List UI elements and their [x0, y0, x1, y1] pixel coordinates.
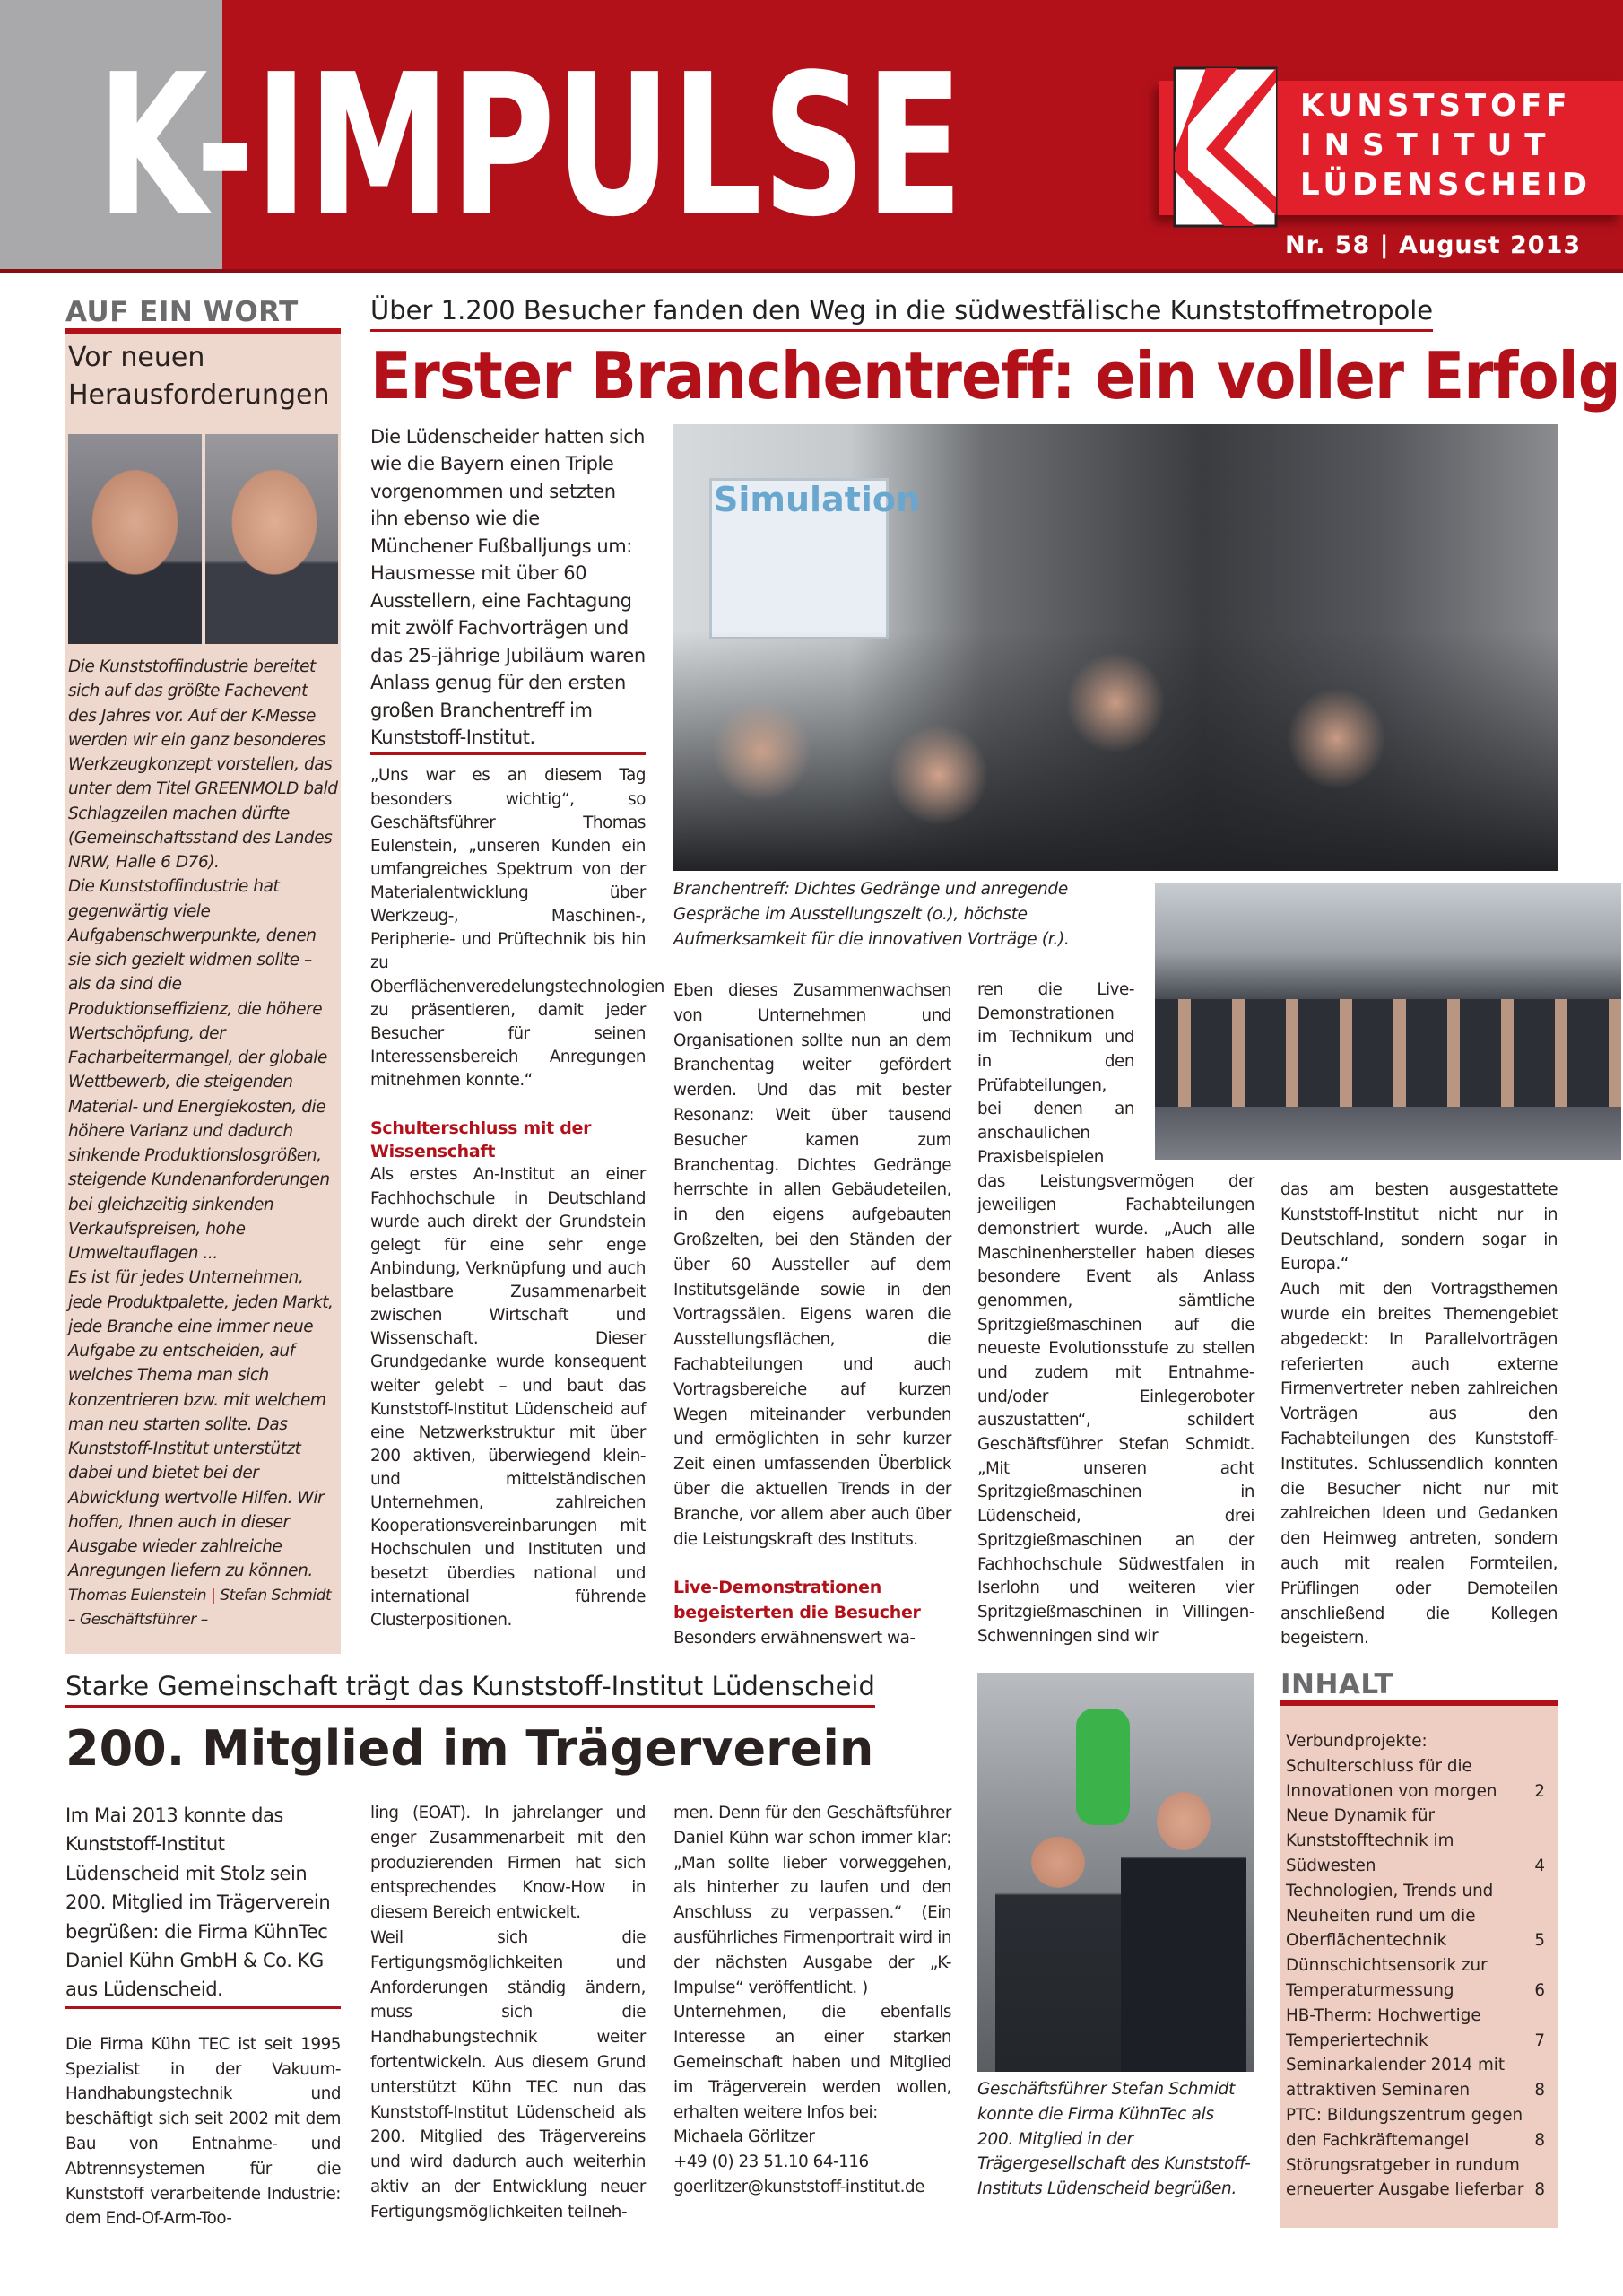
sidebar-paragraph: Es ist für jedes Unternehmen, jede Produktpalette, jeden Markt, jede Branche eine immer neue Aufgabe zu entscheiden, auf welches Thema man sich konzentrieren bzw. mit welchem man neu starten sollte. Das Kunststoff-Institut unterstützt dabei und bietet bei der Abwicklung wertvolle Hilfen. Wir hoffen, Ihnen auch in dieser Ausgabe wieder zahlreiche Anregungen liefern zu können. — [68, 1268, 334, 1581]
toc-item-page: 6 — [1534, 1980, 1545, 2000]
toc-item-page: 4 — [1534, 1856, 1545, 1875]
article1-subheading: Live-Demonstrationen begeisterten die Besucher — [673, 1578, 921, 1623]
toc-item-page: 8 — [1534, 2081, 1545, 2100]
logo-line-3: LÜDENSCHEID — [1300, 167, 1592, 203]
logo-line-1: KUNSTSTOFF — [1300, 88, 1572, 124]
person-left — [995, 1816, 1121, 2072]
toc-item-page: 2 — [1534, 1781, 1545, 1801]
sidebar-section-title: AUF EIN WORT — [65, 296, 341, 334]
toc-item-label: PTC: Bildungszentrum gegen den Fachkräftemangel — [1286, 2105, 1523, 2150]
crowd-people — [673, 631, 1558, 871]
toc-item-label: Technologien, Trends und Neuheiten rund um die Oberflächentechnik — [1286, 1881, 1494, 1951]
toc-item-label: Dünnschichtsensorik zur Temperaturmessung — [1286, 1956, 1488, 2000]
toc-item[interactable] — [1286, 2053, 1545, 2103]
toc-item[interactable] — [1286, 2103, 1545, 2153]
article2-paragraph: Die Firma Kühn TEC ist seit 1995 Spezialist in der Vakuum-Handhabungstechnik und beschäftigt sich seit 2002 mit dem Bau von Entnahme- und Abtrennsystemen für die Kunststoff verarbeitende Industrie: dem End-Of-Arm-Too- — [65, 2034, 341, 2229]
portrait-thomas-eulenstein — [68, 434, 202, 644]
article2-paragraph: men. Denn für den Geschäftsführer Daniel Kühn war schon immer klar: „Man sollte lieber vorweggehen, als hinterher zu laufen und den Anschluss zu verpassen.“ (Ein ausführliches Firmenportrait wird in der nächsten Ausgabe der „K-Impulse“ veröffentlicht. ) — [673, 1804, 951, 1997]
portrait-stefan-schmidt — [205, 434, 339, 644]
article1-paragraph: ren die Live-Demonstrationen im Technikum und in den Prüfabteilungen, bei denen an anschaulichen Praxisbeispielen das Leistungsvermögen der jeweiligen Fachabteilungen demonstriert wurde. „Auch alle Maschinenhersteller haben dieses besondere Event als Anlass genommen, sämtliche Spritzgießmaschinen auf die neueste Evolutionsstufe zu stellen und zudem mit Entnahme- und/oder Einlegeroboter auszustatten“, schildert Geschäftsführer Stefan Schmidt. „Mit unseren acht Spritzgießmaschinen in Lüdenscheid, drei Spritzgießmaschinen an der Fachhochschule Südwestfalen in Iserlohn und weiteren vier Spritzgießmaschinen in Villingen-Schwenningen sind wir — [977, 980, 1254, 1646]
masthead-title-text: K-IMPULSE — [97, 33, 963, 260]
toc-item-label: Seminarkalender 2014 mit attraktiven Seminaren — [1286, 2056, 1505, 2100]
toc-item-label: HB-Therm: Hochwertige Temperiertechnik — [1286, 2005, 1481, 2050]
signature-name: Thomas Eulenstein — [68, 1586, 207, 1605]
toc-item-page: 8 — [1534, 2180, 1545, 2200]
article1-lead: Die Lüdenscheider hatten sich wie die Bayern einen Triple vorgenommen und setzten ihn ebenso wie die Münchener Fußballjungs um: Hausmesse mit über 60 Ausstellern, eine Fachtagung mit zwölf Fachvorträgen und das 25-jährige Jubiläum waren Anlass genug für den ersten großen Branchentreff im Kunststoff-Institut. — [370, 423, 646, 755]
logo-wordmark — [1300, 86, 1592, 204]
photo-handshake — [977, 1673, 1254, 2072]
table-of-contents — [1280, 1706, 1558, 2228]
signature-role: – Geschäftsführer – — [68, 1610, 208, 1629]
article1-paragraph: Als erstes An-Institut an einer Fachhochschule in Deutschland wurde auch direkt der Grundstein gelegt für eine sehr enge Anbindung, Verknüpfung und auch belastbare Zusammenarbeit zwischen Wirtschaft und Wissenschaft. Dieser Grundgedanke wurde konsequent weiter gelebt – und baut das Kunststoff-Institut Lüdenscheid auf eine Netzwerkstruktur mit über 200 aktiven, überwiegend klein- und mittelständischen Unternehmen, zahlreichen Kooperationsvereinbarungen mit Hochschulen und Instituten und besetzt überdies national und international führende Clusterpositionen. — [370, 1165, 646, 1630]
toc-item[interactable] — [1286, 1804, 1545, 1878]
article2-col3 — [673, 1801, 951, 2200]
article1-photo-caption: Branchentreff: Dichtes Gedränge und anregende Gespräche im Ausstellungszelt (o.), höchste Aufmerksamkeit für die innovativen Vorträge (r.). — [673, 880, 1070, 949]
sidebar-paragraph: Die Kunststoffindustrie bereitet sich auf das größte Fachevent des Jahres vor. Auf der K-Messe werden wir ein ganz besonderes Werkzeugkonzept vorstellen, das unter dem Titel GREENMOLD bald Schlagzeilen machen dürfte (Gemeinschaftsstand des Landes NRW, Halle 6 D76). — [68, 657, 338, 872]
kunststoff-institut-logo-k-icon — [1170, 63, 1287, 229]
toc-item-label: Störungsratgeber in rundum erneuerter Ausgabe lieferbar — [1286, 2155, 1524, 2200]
banner-text: Simulation — [714, 480, 921, 519]
photo-exhibition-crowd — [673, 424, 1558, 871]
contact-email[interactable]: goerlitzer@kunststoff-institut.de — [673, 2177, 924, 2196]
person-right — [1121, 1780, 1246, 2072]
toc-item-page: 5 — [1534, 1931, 1545, 1951]
toc-item-label: Neue Dynamik für Kunststofftechnik im Südwesten — [1286, 1806, 1454, 1875]
sidebar-paragraph: Die Kunststoffindustrie hat gegenwärtig viele Aufgabenschwerpunkte, denen sie sich gezielt widmen sollte – als da sind die Produktionseffizienz, die höhere Wertschöpfung, der Facharbeitermangel, der globale Wettbewerb, die steigenden Material- und Energiekosten, die höhere Varianz und dadurch sinkende Produktionslosgrößen, steigende Kundenanforderungen bei gleichzeitig sinkenden Verkaufspreisen, hohe Umweltauflagen ... — [68, 877, 330, 1263]
toc-item-page: 8 — [1534, 2130, 1545, 2150]
sidebar-editorial — [65, 334, 341, 1654]
article1-kicker: Über 1.200 Besucher fanden den Weg in die südwestfälische Kunststoffmetropole — [370, 294, 1433, 332]
signature-separator: | — [211, 1586, 216, 1605]
toc-item-label: Verbundprojekte: Schulterschluss für die Innovationen von morgen — [1286, 1732, 1497, 1801]
toc-item[interactable] — [1286, 2153, 1545, 2204]
sidebar-title: Vor neuen Herausforderungen — [68, 342, 330, 411]
masthead-bottom-rule — [0, 269, 1623, 273]
toc-item[interactable] — [1286, 2004, 1545, 2054]
sidebar-signature — [68, 1584, 338, 1608]
article2-photo-caption: Geschäftsführer Stefan Schmidt konnte die Firma KühnTec als 200. Mitglied in der Trägergesellschaft des Kunststoff-Instituts Lüdenscheid begrüßen. — [977, 2080, 1251, 2199]
toc-item[interactable] — [1286, 1729, 1545, 1804]
issue-number-date: Nr. 58 | August 2013 — [1285, 231, 1582, 259]
article2-paragraph: Weil sich die Fertigungsmöglichkeiten und Anforderungen ständig ändern, muss sich die Handhabungstechnik weiter fortentwickeln. Aus diesem Grund unterstützt Kühn TEC nun das Kunststoff-Institut Lüdenscheid als 200. Mitglied des Trägervereins und wird dadurch auch weiterhin aktiv an der Entwicklung neuer Fertigungsmöglichkeiten teilneh- — [370, 1927, 646, 2222]
masthead-title — [90, 33, 977, 260]
article1-col4 — [1280, 1178, 1558, 1651]
article1-paragraph: Besonders erwähnenswert wa- — [673, 1628, 916, 1648]
article1-subheading: Schulterschluss mit der Wissenschaft — [370, 1118, 592, 1162]
signature-name: Stefan Schmidt — [220, 1586, 332, 1605]
toc-item[interactable] — [1286, 1879, 1545, 1953]
photo-wrap-spacer — [1134, 978, 1254, 1165]
article2-lead: Im Mai 2013 konnte das Kunststoff-Institut Lüdenscheid mit Stolz sein 200. Mitglied im Trägerverein begrüßen: die Firma KühnTec Daniel Kühn GmbH & Co. KG aus Lüdenscheid. — [65, 1801, 341, 2009]
article2-paragraph: ling (EOAT). In jahrelanger und enger Zusammenarbeit mit den produzierenden Firmen hat sich entsprechendes Know-How in diesem Bereich entwickelt. — [370, 1804, 646, 1923]
contact-name: Michaela Görlitzer — [673, 2127, 815, 2147]
article2-kicker: Starke Gemeinschaft trägt das Kunststoff-Institut Lüdenscheid — [65, 1670, 875, 1708]
article1-paragraph: Auch mit den Vortragsthemen wurde ein breites Themengebiet abgedeckt: In Parallelvorträgen referierten auch externe Firmenvertreter neben zahlreichen Vorträgen aus den Fachabteilungen des Kunststoff-Institutes. Schlussendlich konnten die Besucher nicht nur mit zahlreichen Ideen und Gedanken den Heimweg antreten, sondern auch mit realen Formteilen, Prüflingen oder Demoteilen anschließend die Kollegen begeistern. — [1280, 1280, 1558, 1648]
toc-item[interactable] — [1286, 1953, 1545, 2004]
article2-col1 — [65, 1801, 341, 2231]
article1-headline: Erster Branchentreff: ein voller Erfolg — [370, 338, 1620, 413]
contact-phone[interactable]: +49 (0) 23 51.10 64-116 — [673, 2152, 869, 2172]
article2-paragraph: Unternehmen, die ebenfalls Interesse an einer starken Gemeinschaft haben und Mitglied im Trägerverein werden wollen, erhalten weitere Infos bei: — [673, 2003, 951, 2122]
article2-col2 — [370, 1801, 646, 2225]
logo-line-2: INSTITUT — [1300, 127, 1558, 163]
article1-paragraph: das am besten ausgestattete Kunststoff-Institut nicht nur in Deutschland, sondern sogar in Europa.“ — [1280, 1180, 1558, 1274]
toc-item-page: 7 — [1534, 2031, 1545, 2050]
article1-col2 — [673, 978, 951, 1651]
article1-col3 — [977, 978, 1254, 1648]
article1-col1 — [370, 423, 664, 1632]
article1-paragraph: Eben dieses Zusammenwachsen von Unternehmen und Organisationen sollte nun an dem Branchentag weiter gefördert werden. Und das mit bester Resonanz: Weit über tausend Besucher kamen zum Branchentag. Dichtes Gedränge herrschte in allen Gebäudeteilen, in den eigens aufgebauten Großzelten, bei den Ständen der über 60 Aussteller auf dem Institutsgelände sowie in den Vortragssälen. Eigens waren die Ausstellungsflächen, die Fachabteilungen und auch Vortragsbereiche auf kurzen Wegen miteinander verbunden und ermöglichten in sehr kurzer Zeit einen umfassenden Überblick über die aktuellen Trends in der Branche, vor allem aber auch über die Leistungskraft des Instituts. — [673, 981, 951, 1549]
editor-portraits — [68, 434, 338, 644]
toc-title: INHALT — [1280, 1668, 1558, 1706]
article2-headline: 200. Mitglied im Trägerverein — [65, 1720, 874, 1777]
masthead — [0, 0, 1623, 273]
sidebar-body — [68, 655, 338, 1632]
article1-paragraph: „Uns war es an diesem Tag besonders wichtig“, so Geschäftsführer Thomas Eulenstein, „unseren Kunden ein umfangreiches Spektrum von der Materialentwicklung über Werkzeug-, Maschinen-, Peripherie- und Prüftechnik bis hin zu Oberflächenveredelungstechnologien zu präsentieren, damit jeder Besucher für seinen Interessensbereich Anregungen mitnehmen konnte.“ — [370, 766, 664, 1091]
